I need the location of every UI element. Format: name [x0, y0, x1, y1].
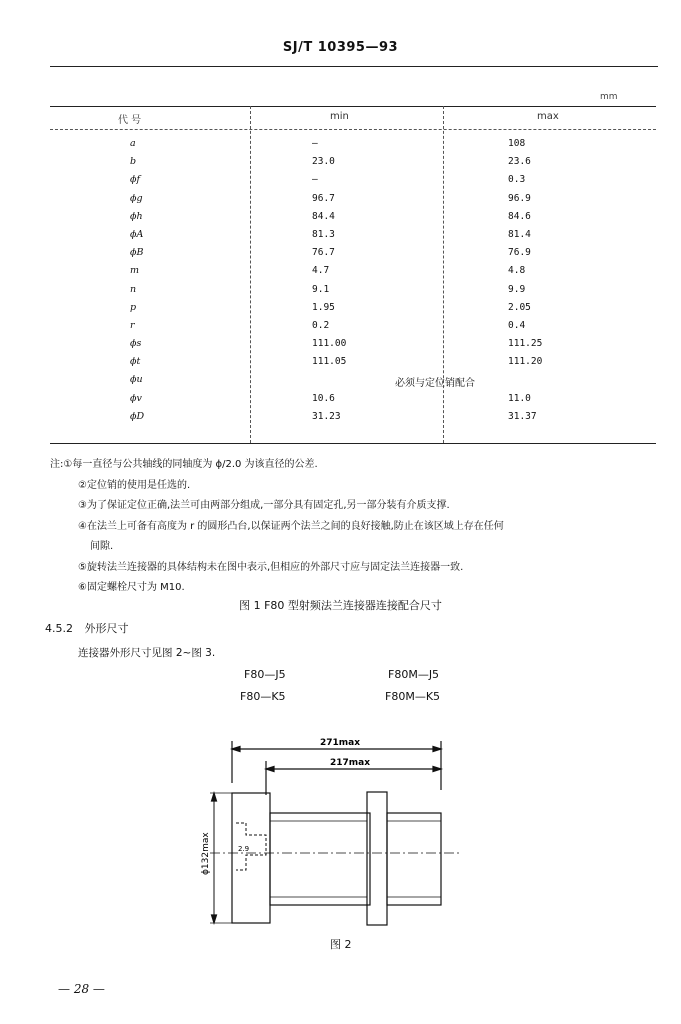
cell-symbol: n [130, 283, 137, 295]
note-3: ③为了保证定位正确,法兰可由两部分组成,一部分具有固定孔,另一部分装有介质支撑. [78, 500, 450, 511]
cell-max: 76.9 [508, 247, 531, 259]
section-heading [45, 620, 129, 636]
table-row [50, 338, 656, 356]
cell-min: — [312, 138, 318, 149]
waveguide-body [270, 813, 370, 905]
connector-outline-drawing [170, 725, 490, 930]
table-unit: mm [600, 92, 618, 102]
cell-min: 9.1 [312, 283, 330, 295]
dimension-label-small: 2.9 [238, 845, 250, 853]
model-label: F80M—K5 [385, 690, 441, 703]
cell-spanned-note: 必须与定位销配合 [395, 378, 475, 390]
arrow-head [232, 747, 240, 752]
cell-min: 0.2 [312, 319, 330, 331]
cell-symbol: ϕg [130, 192, 143, 204]
waveguide-end [387, 813, 441, 905]
table-header-symbol: 代 号 [118, 115, 142, 126]
cell-min: 96.7 [312, 192, 335, 204]
table-row [50, 374, 656, 392]
table-row [50, 138, 656, 156]
cell-max: 0.3 [508, 174, 526, 186]
cell-max: 23.6 [508, 156, 531, 168]
cell-min: 84.4 [312, 210, 335, 222]
flange-body [232, 793, 270, 923]
cell-max: 84.6 [508, 210, 531, 222]
cell-max: 0.4 [508, 319, 526, 331]
cell-max: 31.37 [508, 410, 537, 422]
table-header-min: min [330, 111, 349, 122]
section-title: 外形尺寸 [84, 622, 129, 635]
arrow-head [212, 915, 217, 923]
cell-symbol: ϕv [130, 392, 142, 404]
cell-min: 81.3 [312, 228, 335, 240]
table-header-rule [50, 129, 656, 130]
arrow-head [433, 747, 441, 752]
dimension-label-inner: 217max [330, 758, 371, 768]
table-row [50, 393, 656, 411]
cell-max: 111.20 [508, 356, 543, 368]
cell-max: 108 [508, 138, 526, 149]
cell-symbol: ϕt [130, 356, 141, 368]
table-row [50, 229, 656, 247]
table-row [50, 320, 656, 338]
table-row [50, 247, 656, 265]
cell-min: 10.6 [312, 392, 335, 404]
cell-symbol: ϕs [130, 338, 142, 350]
cell-min: 4.7 [312, 265, 330, 277]
cell-symbol: ϕB [130, 247, 144, 259]
table-row [50, 265, 656, 283]
table-row [50, 411, 656, 429]
cell-symbol: a [130, 138, 136, 149]
note-6: ⑥固定螺栓尺寸为 M10. [78, 582, 185, 593]
cell-symbol: b [130, 156, 137, 168]
cell-min: 23.0 [312, 156, 335, 168]
note-1: 注:①每一直径与公共轴线的同轴度为 ϕ/2.0 为该直径的公差. [50, 459, 318, 470]
table-row [50, 284, 656, 302]
figure-1-caption: 图 1 F80 型射频法兰连接器连接配合尺寸 [239, 599, 442, 612]
cell-max: 111.25 [508, 338, 543, 350]
cell-min: — [312, 174, 318, 186]
cell-symbol: ϕD [130, 410, 145, 422]
table-row [50, 302, 656, 320]
cell-max: 4.8 [508, 265, 526, 277]
table-row [50, 174, 656, 192]
cell-symbol: m [130, 265, 140, 277]
cell-min: 111.00 [312, 338, 347, 350]
cell-min: 31.23 [312, 410, 341, 422]
cell-symbol: ϕf [130, 174, 140, 186]
cell-min: 111.05 [312, 356, 347, 368]
notes [50, 455, 660, 599]
table-header-max: max [537, 111, 559, 122]
note-2: ②定位销的使用是任选的. [78, 479, 191, 491]
header-rule [50, 66, 658, 67]
cell-symbol: p [130, 301, 137, 313]
section-body: 连接器外形尺寸见图 2~图 3. [78, 647, 216, 659]
note-5: ⑤旋转法兰连接器的具体结构未在图中表示,但相应的外部尺寸应与固定法兰连接器一致. [78, 561, 464, 573]
page-number: — 28 — [58, 982, 105, 996]
cell-max: 81.4 [508, 228, 531, 240]
table-row [50, 356, 656, 374]
note-4: ④在法兰上可备有高度为 r 的圆形凸台,以保证两个法兰之间的良好接触,防止在该区域上存在任何 [78, 520, 504, 532]
cell-symbol: r [130, 319, 135, 331]
cell-max: 11.0 [508, 392, 531, 404]
table-row [50, 193, 656, 211]
cell-symbol: ϕh [130, 210, 143, 222]
note-4-cont: 间隙. [90, 541, 114, 552]
dimension-label-diameter: ϕ132max [201, 832, 211, 875]
arrow-head [433, 767, 441, 772]
cell-symbol: ϕu [130, 374, 143, 386]
cell-max: 2.05 [508, 301, 531, 313]
model-label: F80—J5 [244, 668, 286, 681]
cell-max: 9.9 [508, 283, 526, 295]
model-label: F80—K5 [240, 690, 286, 703]
table-top-rule [50, 106, 656, 107]
figure-2-caption: 图 2 [330, 938, 352, 951]
cell-symbol: ϕA [130, 228, 144, 240]
table-row [50, 156, 656, 174]
cell-max: 96.9 [508, 192, 531, 204]
arrow-head [266, 767, 274, 772]
table-row [50, 211, 656, 229]
table-body [50, 138, 656, 429]
model-label: F80M—J5 [388, 668, 440, 681]
cell-min: 76.7 [312, 247, 335, 259]
document-header: SJ/T 10395—93 [282, 40, 399, 55]
cell-min: 1.95 [312, 301, 335, 313]
table-bottom-rule [50, 443, 656, 444]
arrow-head [212, 793, 217, 801]
dimension-label-overall: 271max [320, 738, 361, 748]
section-number: 4.5.2 [45, 622, 73, 635]
